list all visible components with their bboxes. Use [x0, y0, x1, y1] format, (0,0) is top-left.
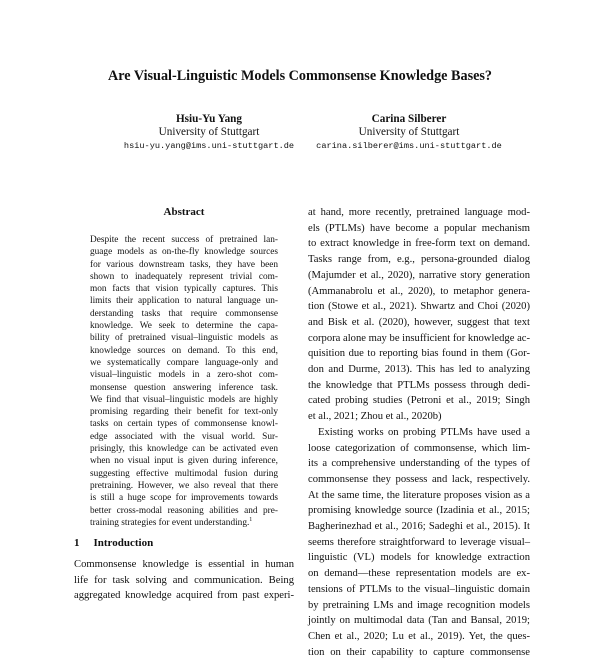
body-line: Tasks range from, e.g., persona-grounded dialog	[308, 254, 530, 266]
abstract-line: derstanding tasks that require commonsense	[90, 308, 278, 319]
body-line: on demand—these representation models are ex-	[308, 568, 530, 580]
abstract-line: mon facts that vision typically captures. This	[90, 284, 278, 295]
section-title: Introduction	[93, 537, 154, 549]
abstract-line: bility of pretrained visual–linguistic models as	[90, 333, 278, 344]
body-line: jointly on multimodal data (Tan and Bansal, 2019;	[308, 615, 530, 627]
author-affiliation: University of Stuttgart	[158, 126, 260, 138]
body-line: linguistic (VL) models for knowledge extraction	[308, 552, 530, 564]
body-line: aggregated knowledge acquired from past experi-	[74, 590, 294, 602]
body-line: by pretraining LMs and image recognition models	[308, 599, 530, 611]
abstract-heading: Abstract	[163, 206, 205, 218]
abstract-line	[90, 517, 278, 529]
abstract-line: monsense question answering inference task.	[90, 382, 278, 393]
body-line: tion (Stowe et al., 2021). Shwartz and Choi (2020)	[308, 301, 530, 313]
body-line: quisition due to reporting bias found in them (Gor-	[308, 348, 530, 360]
body-line: and Bisk et al. (2020), however, suggest that text	[308, 316, 530, 328]
abstract-line: when no visual input is given during inference,	[90, 456, 278, 467]
abstract-line-text: training strategies for event understanding.	[90, 517, 250, 528]
abstract-line: limits their application to natural language un-	[90, 296, 278, 307]
abstract-line: for various downstream tasks, they have been	[90, 259, 278, 270]
body-line: the knowledge that PTLMs possess through dedi-	[308, 379, 530, 391]
body-line: life for task solving and communication. Being	[74, 574, 294, 586]
body-line: At the same time, the literature proposes vision as a	[308, 489, 530, 501]
body-line: corpora alone may be insufficient for knowledge ac-	[308, 332, 530, 344]
abstract-line: promising regarding their benefit for text-only	[90, 407, 278, 418]
right-column-text	[308, 205, 530, 660]
author-block-1	[100, 113, 318, 153]
abstract-line: suggesting effective multimodal fusion during	[90, 468, 278, 479]
body-line: cated probing studies (Petroni et al., 2019; Singh	[308, 395, 530, 407]
body-line: (Majumder et al., 2020), narrative story generation	[308, 269, 530, 281]
body-line: tensions of PTLMs to the visual–linguistic domain	[308, 583, 530, 595]
body-line: tion on their capability to capture commonsense	[308, 646, 530, 658]
abstract-line: knowledge sources on demand. To this end,	[90, 345, 278, 356]
author-name: Carina Silberer	[371, 113, 447, 125]
abstract-line: guage models as on-the-fly knowledge sources	[90, 247, 278, 258]
body-line: promising knowledge source (Izadinia et al., 2015;	[308, 505, 530, 517]
body-line: commonsense they possess and lack, respectively.	[308, 473, 530, 485]
author-email[interactable]: carina.silberer@ims.uni-stuttgart.de	[316, 141, 502, 151]
body-line: don and Durme, 2013). This has led to analyzing	[308, 364, 530, 376]
author-affiliation: University of Stuttgart	[358, 126, 460, 138]
body-line: its a comprehensive understanding of the types of	[308, 458, 530, 470]
body-line: Existing works on probing PTLMs have used a	[318, 426, 530, 438]
abstract-line: We find that visual–linguistic models are highly	[90, 394, 278, 405]
section-number: 1	[74, 537, 80, 549]
author-block-2	[300, 113, 518, 153]
body-line: Chen et al., 2020; Lu et al., 2019). Yet, the ques-	[308, 630, 530, 642]
body-line: (Ammanabrolu et al., 2020), to metaphor genera-	[308, 285, 530, 297]
abstract-line: visual–linguistic models in a zero-shot com-	[90, 370, 278, 381]
body-line: et al., 2021; Zhou et al., 2020b)	[308, 411, 442, 423]
abstract-line: we systematically compare language-only and	[90, 357, 278, 368]
footnote-marker: 1	[249, 516, 253, 523]
paper-title: Are Visual-Linguistic Models Commonsense Knowledge Bases?	[108, 68, 492, 84]
body-line: Bagherinezhad et al., 2016; Sadeghi et al., 2015). It	[308, 521, 530, 533]
author-email[interactable]: hsiu-yu.yang@ims.uni-stuttgart.de	[123, 141, 295, 151]
abstract-line: shown to inadequately represent trivial com-	[90, 271, 278, 282]
body-line: to extract knowledge in free-form text on demand.	[308, 238, 530, 250]
body-line: Commonsense knowledge is essential in human	[74, 559, 294, 570]
abstract-body	[90, 234, 278, 529]
body-line: els (PTLMs) have become a popular mechanism	[308, 222, 530, 234]
body-line: at hand, more recently, pretrained language mod-	[308, 207, 530, 218]
body-line: loose categorization of commonsense, which lim-	[308, 442, 530, 454]
body-line: seems therefore straightforward to leverage visual–	[308, 536, 530, 548]
intro-text	[74, 557, 294, 604]
abstract-line: is still a huge scope for improvements towards	[90, 493, 278, 504]
abstract-line: edge associated with the visual world. Sur-	[90, 431, 278, 442]
abstract-line: pretraining. However, we also reveal that there	[90, 480, 278, 491]
abstract-line: tasks on certain types of commonsense knowl-	[90, 419, 278, 430]
abstract-line: Despite the recent success of pretrained lan-	[90, 235, 278, 245]
section-heading	[74, 537, 153, 549]
abstract-line: better cross-modal reasoning abilities and pre-	[90, 505, 278, 516]
author-name: Hsiu-Yu Yang	[175, 113, 242, 125]
abstract-line: prisingly, this knowledge can be activated even	[90, 444, 278, 455]
abstract-line: knowledge. We seek to determine the capa-	[90, 321, 278, 332]
